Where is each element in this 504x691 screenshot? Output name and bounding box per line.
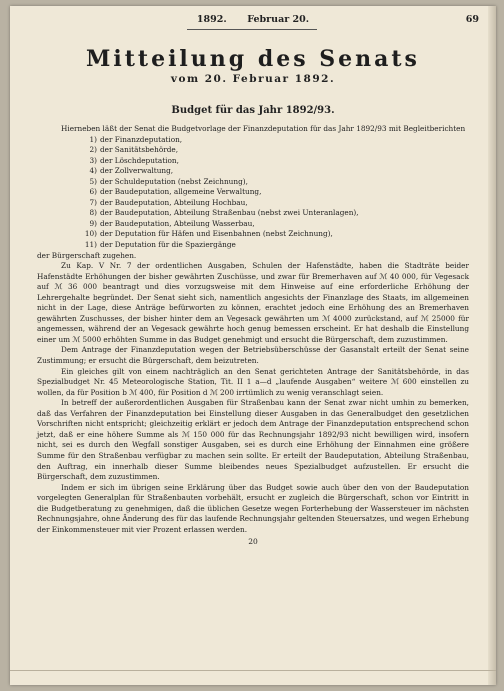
department-number: 1) [89, 134, 97, 144]
department-item [83, 166, 469, 177]
department-name: der Zollverwaltung, [100, 166, 174, 176]
department-item [83, 198, 469, 209]
page-title: Mitteilung des Senats [86, 46, 420, 72]
department-item [83, 145, 469, 156]
header-date [37, 14, 469, 25]
department-number: 4) [89, 166, 97, 176]
body-paragraph: Indem er sich im übrigen seine Erklärung über das Budget sowie auch über den von der Baudeputation vorgelegten Generalplan für Straßenbauten vorbehält, ersucht er zugleich die Bürgerschaft, schon vor Eintritt in die Budgetberatung zu genehmigen, daß die üblichen Gesetze wegen Forterhebung der Wassersteuer im nächsten Rechnungsjahre, ohne Änderung des für das laufende Rechnungsjahr geltenden Steuersatzes, und wegen Erhebung der Einkommensteuer mit vier Prozent erlassen werden. [37, 482, 469, 534]
department-name: der Sanitätsbehörde, [100, 145, 179, 155]
department-name: der Baudeputation, Abteilung Hochbau, [100, 197, 248, 207]
header-year: 1892. [196, 14, 227, 25]
body-paragraph: Dem Antrage der Finanzdeputation wegen der Betriebsüberschüsse der Gasanstalt erteilt der Senat seine Zustimmung; er ersucht die Bürgerschaft, dem beizutreten. [37, 345, 469, 366]
page-footer-number: 20 [248, 537, 258, 547]
department-number: 11) [84, 240, 97, 250]
department-item [83, 156, 469, 167]
header-page-number: 69 [465, 14, 479, 25]
page-content [37, 14, 479, 547]
department-number: 3) [89, 155, 97, 165]
body-paragraph: Ein gleiches gilt von einem nachträglich an den Senat gerichteten Antrage der Sanitätsbehörde, in das Spezialbudget Nr. 45 Meteorologische Station, Tit. II 1 a—d „laufende Ausgaben“ weitere ℳ 600 einstellen zu wollen, da für Position b ℳ 400, für Position d ℳ 200 irrtümlich zu wenig veranschlagt seien. [37, 366, 469, 397]
document-page [10, 6, 496, 685]
department-name: der Schuldeputation (nebst Zeichnung), [100, 176, 248, 186]
department-item [83, 187, 469, 198]
department-number: 5) [89, 176, 97, 186]
section-title: Budget für das Jahr 1892/93. [171, 105, 335, 116]
body-paragraphs [37, 261, 469, 535]
department-item [83, 177, 469, 188]
body-paragraph: In betreff der außerordentlichen Ausgaben für Straßenbau kann der Senat zwar nicht umhin zu bemerken, daß das Verfahren der Finanzdeputation bei Einstellung dieser Ausgaben in das Generalbudget den gesetzlichen Vorschriften nicht entspricht; gleichzeitig erklärt er jedoch dem Antrage der Finanzdeputation entsprechend schon jetzt, daß er eine höhere Summe als ℳ 150 000 für das Rechnungsjahr 1892/93 nicht bewilligen wird, insofern nicht, sei es durch den Wegfall sonstiger Ausgaben, sei es durch eine Erhöhung der Einnahmen eine größere Summe für den Straßenbau verfügbar zu machen sein sollte. Er erteilt der Baudeputation, Abteilung Straßenbau, den Auftrag, ein innerhalb dieser Summe bleibendes neues Spezialbudget aufzustellen. Er ersucht die Bürgerschaft, dem zuzustimmen. [37, 398, 469, 482]
department-name: der Finanzdeputation, [100, 134, 183, 144]
department-number: 7) [89, 197, 97, 207]
department-item [83, 219, 469, 230]
body-paragraph: Zu Kap. V Nr. 7 der ordentlichen Ausgaben, Schulen der Hafenstädte, haben die Stadträte beider Hafenstädte Erhöhungen der bisher gewährten Zuschüsse, und zwar für Bremerhaven auf ℳ 40 000, für Vegesack auf ℳ 36 000 beantragt und dies vorzugsweise mit dem Hinweise auf eine erforderliche Erhöhung der Lehrergehalte begründet. Der Senat sieht sich, namentlich angesichts der Finanzlage des Staats, im allgemeinen nicht in der Lage, diese Anträge befürworten zu können, erachtet jedoch eine Erhöhung des an Bremerhaven gewährten Zuschusses, der bisher hinter dem an Vegesack gewährten um ℳ 4000 zurückstand, auf ℳ 25000 für angemessen, während der an Vegesack gewährte hoch genug bemessen erscheint. Er hat deshalb die Einstellung einer um ℳ 5000 erhöhten Summe in das Budget genehmigt und ersucht die Bürgerschaft, dem zuzustimmen. [37, 261, 469, 344]
intro-paragraph: Hierneben läßt der Senat die Budgetvorlage der Finanzdeputation für das Jahr 1892/93 mit Begleitberichten [61, 124, 466, 133]
department-name: der Baudeputation, Abteilung Wasserbau, [100, 218, 255, 228]
page-subtitle: vom 20. Februar 1892. [170, 73, 336, 85]
department-number: 8) [89, 208, 97, 218]
department-name: der Deputation für die Spaziergänge [100, 240, 236, 250]
department-item [83, 229, 469, 240]
department-name: der Baudeputation, Abteilung Straßenbau (nebst zwei Unteranlagen), [100, 208, 359, 218]
department-number: 9) [89, 218, 97, 228]
page-edge-shadow [488, 6, 496, 685]
department-number: 2) [89, 145, 97, 155]
after-list-text: der Bürgerschaft zugehen. [37, 250, 137, 260]
header-month-day: Februar 20. [247, 14, 310, 25]
department-name: der Baudeputation, allgemeine Verwaltung, [100, 187, 262, 197]
department-item [83, 135, 469, 146]
department-name: der Deputation für Häfen und Eisenbahnen (nebst Zeichnung), [100, 229, 333, 239]
department-name: der Löschdeputation, [100, 155, 179, 165]
header-rule [187, 29, 317, 30]
department-item [83, 240, 469, 251]
footer-rule [10, 670, 496, 673]
department-number: 10) [84, 229, 97, 239]
department-item [83, 208, 469, 219]
department-list [37, 135, 469, 251]
running-header [37, 14, 479, 30]
department-number: 6) [89, 187, 97, 197]
